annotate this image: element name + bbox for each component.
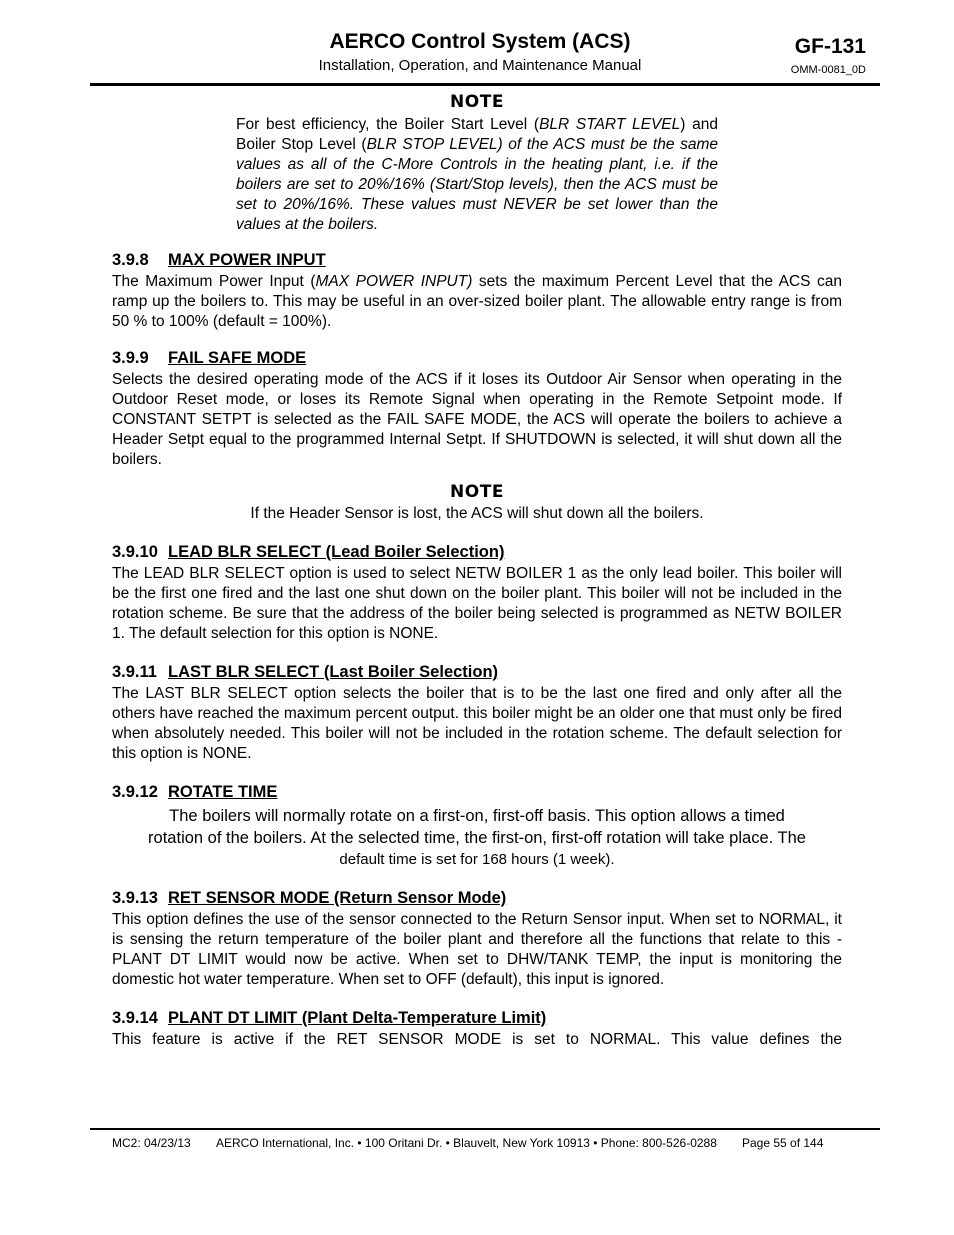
footer-page: Page 55 of 144: [742, 1136, 824, 1150]
note-title: NOTE: [450, 482, 504, 502]
note-body: For best efficiency, the Boiler Start Level (BLR START LEVEL) and Boiler Stop Level (BLR STOP LEVEL) of the ACS must be the same values as all of the C-More Controls in the heating plant, i.e. if the boilers are set to 20%/16% (Start/Stop levels), then the ACS must be set to 20%/16%. These values must NEVER be set lower than the values at the boilers.: [236, 116, 718, 233]
section-3-9-13: [112, 888, 842, 990]
page-content: [112, 92, 842, 1050]
section-body: The Maximum Power Input (MAX POWER INPUT) sets the maximum Percent Level that the ACS can ramp up the boilers to. This may be useful in an over-sized boiler plant. The allowable entry range is from 50 % to 100% (default = 100%).: [112, 273, 843, 330]
header-divider: [90, 83, 880, 86]
section-heading: 3.9.14 PLANT DT LIMIT (Plant Delta-Temperature Limit): [112, 1009, 547, 1027]
section-body: Selects the desired operating mode of the ACS if it loses its Outdoor Air Sensor when operating in the Outdoor Reset mode, or loses its Remote Signal when operating in the Remote Setpoint mode. If CONSTANT SETPT is selected as the FAIL SAFE MODE, the ACS will operate the boilers to achieve a Header Setpt equal to the programmed Internal Setpt. If SHUTDOWN is selected, it will shut down all the boilers.: [112, 371, 842, 468]
note-body: If the Header Sensor is lost, the ACS will shut down all the boilers.: [250, 505, 704, 522]
rotate-line-3: default time is set for 168 hours (1 week).: [339, 851, 615, 868]
section-heading: 3.9.12 ROTATE TIME: [112, 783, 278, 801]
section-body: This option defines the use of the sensor connected to the Return Sensor input. When set to NORMAL, it is sensing the return temperature of the boiler plant and therefore all the functions that relate to this - PLANT DT LIMIT would now be active. When set to DHW/TANK TEMP, the input is monitoring the domestic hot water temperature. When set to OFF (default), this input is ignored.: [112, 911, 842, 988]
rotate-line-1: The boilers will normally rotate on a first-on, first-off basis. This option allows a timed: [169, 807, 785, 825]
section-heading: 3.9.10 LEAD BLR SELECT (Lead Boiler Selection): [112, 543, 505, 561]
section-heading: 3.9.11 LAST BLR SELECT (Last Boiler Selection): [112, 663, 499, 681]
section-3-9-8: [112, 250, 842, 332]
footer-divider: [90, 1128, 880, 1130]
section-3-9-14: [112, 1008, 842, 1050]
section-heading: 3.9.8 MAX POWER INPUT: [112, 251, 326, 269]
footer-company: AERCO International, Inc. • 100 Oritani Dr. • Blauvelt, New York 10913 • Phone: 800-526-0288: [216, 1136, 717, 1150]
rotate-line-2: rotation of the boilers. At the selected time, the first-on, first-off rotation will take place. The: [148, 829, 806, 847]
document-id: GF-131: [794, 35, 866, 58]
page-header: [90, 30, 870, 82]
section-body: The LEAD BLR SELECT option is used to select NETW BOILER 1 as the only lead boiler. This boiler will be the first one fired and the last one shut down on the boiler plant. This boiler will not be included in the rotation scheme. Be sure that the address of the boiler being selected is programmed as NETW BOILER 1. The default selection for this option is NONE.: [112, 565, 842, 642]
document-title: AERCO Control System (ACS): [329, 30, 631, 53]
section-heading: 3.9.13 RET SENSOR MODE (Return Sensor Mode): [112, 889, 507, 907]
section-3-9-10: [112, 542, 842, 644]
document-subtitle: Installation, Operation, and Maintenance Manual: [318, 57, 642, 74]
section-body: This feature is active if the RET SENSOR MODE is set to NORMAL. This value defines the: [112, 1031, 842, 1048]
footer-revision: MC2: 04/23/13: [112, 1136, 191, 1150]
section-3-9-12: [112, 782, 842, 870]
section-3-9-9: [112, 348, 842, 470]
section-heading: 3.9.9 FAIL SAFE MODE: [112, 349, 307, 367]
document-number: OMM-0081_0D: [790, 64, 866, 76]
note-title: NOTE: [450, 92, 504, 112]
note-2: [112, 482, 842, 524]
section-body: The LAST BLR SELECT option selects the boiler that is to be the last one fired and only after all the others have reached the maximum percent output. this boiler might be an older one that must only be fired when absolutely needed. This boiler will not be included in the rotation scheme. The default selection for this option is NONE.: [112, 685, 842, 762]
section-3-9-11: [112, 662, 842, 764]
